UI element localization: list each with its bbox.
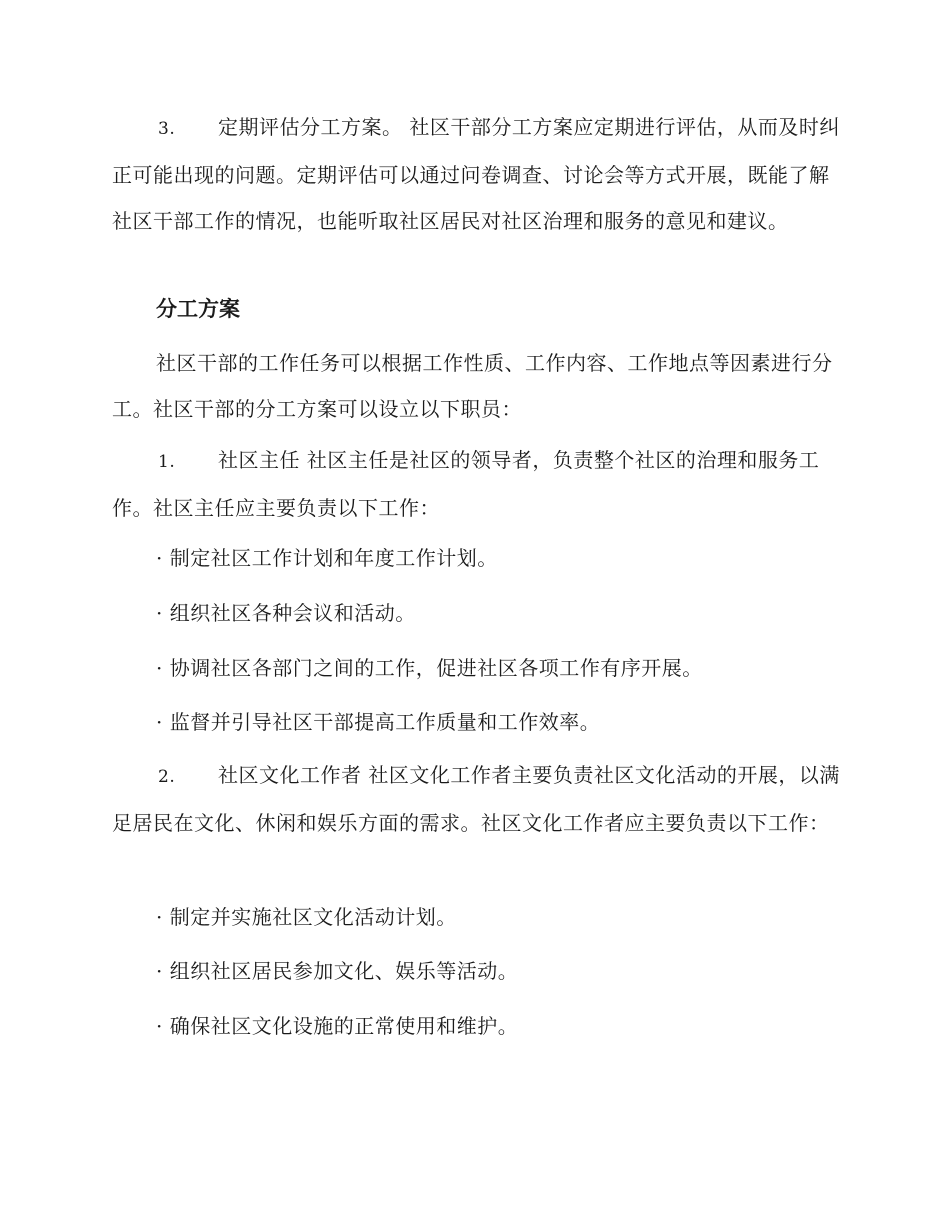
paragraph-text: 社区文化工作者 社区文化工作者主要负责社区文化活动的开展，以满足居民在文化、休闲和娱乐方面的需求。社区文化工作者应主要负责以下工作：: [112, 763, 840, 835]
section-heading: 分工方案: [156, 296, 240, 321]
intro-paragraph: 社区干部的工作任务可以根据工作性质、工作内容、工作地点等因素进行分工。社区干部的分工方案可以设立以下职员：: [112, 351, 833, 421]
bullet-item: · 协调社区各部门之间的工作，促进社区各项工作有序开展。: [156, 656, 703, 680]
bullet-item: · 确保社区文化设施的正常使用和维护。: [156, 1014, 519, 1038]
bullet-item: · 制定并实施社区文化活动计划。: [156, 905, 457, 929]
item-number: 3.: [158, 119, 176, 139]
paragraph-text: 社区主任 社区主任是社区的领导者，负责整个社区的治理和服务工作。社区主任应主要负责以下工作：: [112, 448, 820, 520]
bullet-item: · 组织社区各种会议和活动。: [156, 601, 416, 625]
numbered-paragraph-1: [112, 437, 842, 531]
item-number: 1.: [158, 452, 176, 472]
bullet-item: · 制定社区工作计划和年度工作计划。: [156, 546, 498, 570]
numbered-paragraph-3: [112, 104, 842, 244]
paragraph-text: 定期评估分工方案。 社区干部分工方案应定期进行评估，从而及时纠正可能出现的问题。定期评估可以通过问卷调查、讨论会等方式开展，既能了解社区干部工作的情况，也能听取社区居民对社区治理和服务的意见和建议。: [112, 115, 840, 233]
bullet-item: · 组织社区居民参加文化、娱乐等活动。: [156, 959, 519, 983]
bullet-item: · 监督并引导社区干部提高工作质量和工作效率。: [156, 710, 601, 734]
numbered-paragraph-2: [112, 752, 842, 846]
item-number: 2.: [158, 767, 176, 787]
